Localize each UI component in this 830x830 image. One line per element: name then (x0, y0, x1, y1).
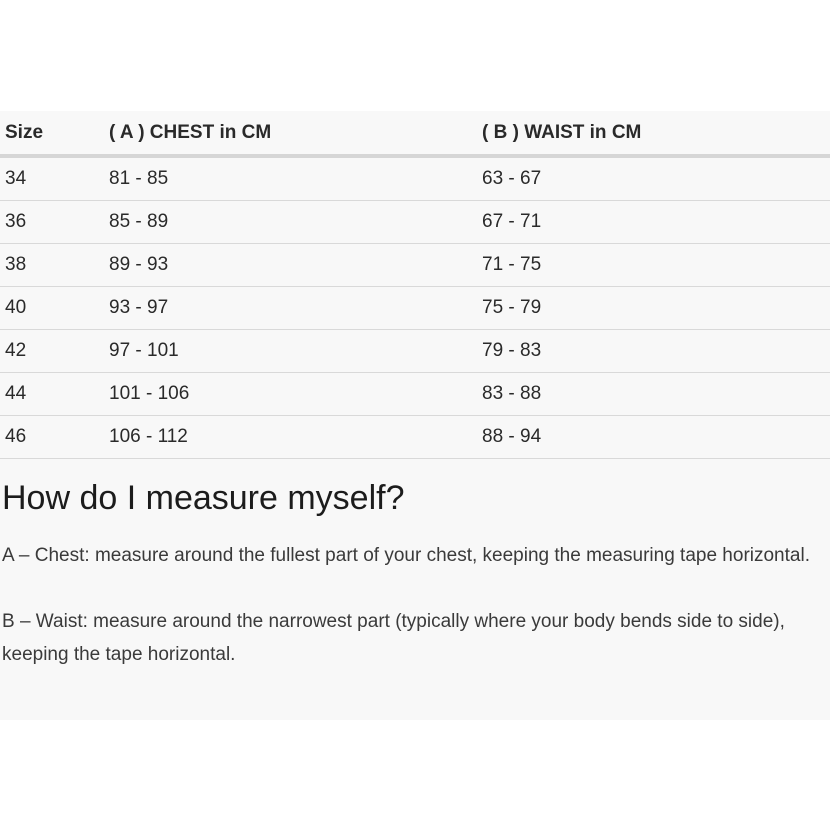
table-row (0, 330, 830, 373)
table-header-row (0, 111, 830, 156)
table-row (0, 156, 830, 201)
cell-size: 42 (0, 330, 109, 373)
cell-chest: 85 - 89 (109, 201, 482, 244)
table-row (0, 201, 830, 244)
waist-instructions: B – Waist: measure around the narrowest part (typically where your body bends side to side), keeping the tape horizontal. (2, 611, 785, 665)
cell-chest: 106 - 112 (109, 416, 482, 459)
cell-size: 38 (0, 244, 109, 287)
cell-waist: 63 - 67 (482, 156, 830, 201)
size-table (0, 111, 830, 459)
measure-heading: How do I measure myself? (2, 479, 405, 517)
cell-chest: 93 - 97 (109, 287, 482, 330)
table-row (0, 416, 830, 459)
cell-waist: 67 - 71 (482, 201, 830, 244)
header-chest: ( A ) CHEST in CM (109, 111, 482, 156)
cell-size: 34 (0, 156, 109, 201)
header-size: Size (0, 111, 109, 156)
cell-size: 46 (0, 416, 109, 459)
cell-chest: 97 - 101 (109, 330, 482, 373)
cell-waist: 79 - 83 (482, 330, 830, 373)
header-waist: ( B ) WAIST in CM (482, 111, 830, 156)
table-row (0, 373, 830, 416)
table-row (0, 287, 830, 330)
table-row (0, 244, 830, 287)
cell-chest: 89 - 93 (109, 244, 482, 287)
cell-waist: 88 - 94 (482, 416, 830, 459)
size-chart-panel (0, 111, 830, 720)
cell-chest: 81 - 85 (109, 156, 482, 201)
cell-chest: 101 - 106 (109, 373, 482, 416)
cell-waist: 71 - 75 (482, 244, 830, 287)
cell-size: 40 (0, 287, 109, 330)
cell-waist: 75 - 79 (482, 287, 830, 330)
cell-waist: 83 - 88 (482, 373, 830, 416)
chest-instructions: A – Chest: measure around the fullest part of your chest, keeping the measuring tape horizontal. (2, 545, 810, 566)
cell-size: 44 (0, 373, 109, 416)
cell-size: 36 (0, 201, 109, 244)
